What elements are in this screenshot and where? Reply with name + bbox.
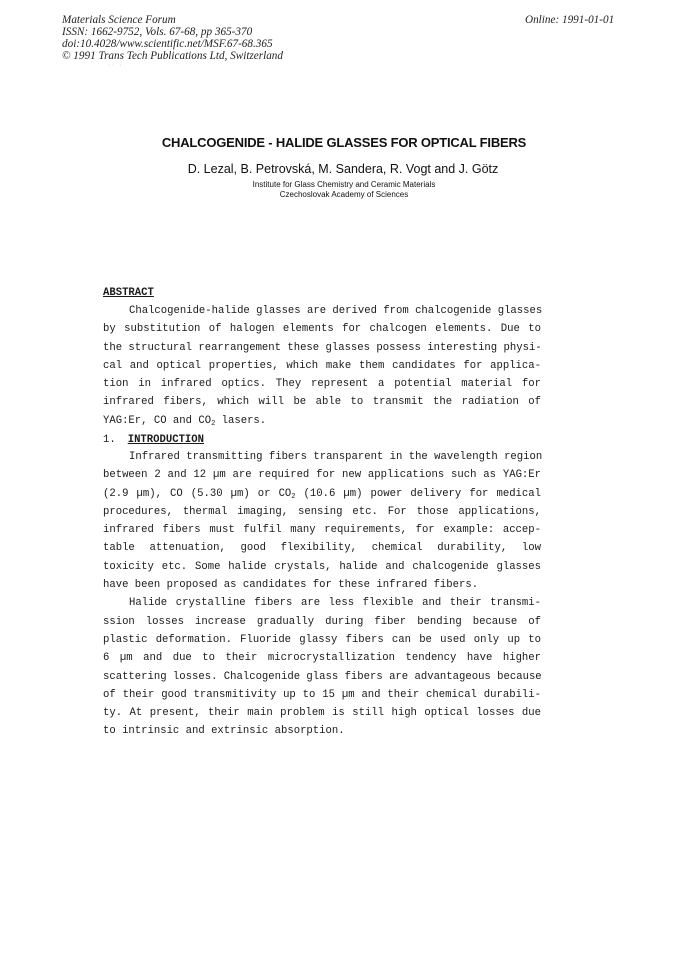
online-date: Online: 1991-01-01: [525, 14, 615, 26]
abstract-line: Chalcogenide-halide glasses are derived from chalcogenide glasses: [129, 305, 543, 317]
paragraph-line: table attenuation, good flexibility, chemical durability, low: [103, 542, 541, 555]
paragraph-line: 6 µm and due to their microcrystallization tendency have higher: [103, 652, 541, 665]
copyright-line: © 1991 Trans Tech Publications Ltd, Switzerland: [62, 50, 283, 62]
text-run: (10.6 µm) power delivery for medical: [295, 487, 541, 500]
paragraph-line: [103, 485, 541, 503]
publisher-header: [62, 14, 283, 62]
paragraph-line: of their good transmitivity up to 15 µm and their chemical durabili-: [103, 688, 541, 701]
paragraph-line: ssion losses increase gradually during fiber bending because of: [103, 615, 541, 628]
text-run: (2.9 µm), CO (5.30 µm) or CO: [103, 487, 292, 500]
issn-line: ISSN: 1662-9752, Vols. 67-68, pp 365-370: [62, 26, 253, 38]
subscript: 2: [211, 419, 216, 428]
paragraph-line: Infrared transmitting fibers transparent in the wavelength region: [129, 451, 543, 463]
section-title: INTRODUCTION: [127, 434, 205, 446]
paragraph-line: between 2 and 12 µm are required for new applications such as YAG:Er: [103, 469, 541, 482]
paragraph-line: to intrinsic and extrinsic absorption.: [103, 725, 345, 738]
paragraph-line: ty. At present, their main problem is still high optical losses due: [103, 707, 541, 720]
affiliation-institute: Institute for Glass Chemistry and Ceramic Materials: [252, 180, 436, 189]
abstract-line: the structural rearrangement these glasses possess interesting physi-: [103, 341, 542, 354]
journal-name: Materials Science Forum: [62, 14, 176, 26]
introduction-heading: [103, 434, 204, 446]
section-number: 1.: [103, 434, 116, 446]
abstract-body: [103, 302, 541, 430]
abstract-line: by substitution of halogen elements for chalcogen elements. Due to: [103, 323, 541, 336]
paper-title: CHALCOGENIDE - HALIDE GLASSES FOR OPTICAL FIBERS: [161, 135, 527, 150]
paragraph-line: plastic deformation. Fluoride glassy fibers can be used only up to: [103, 633, 541, 646]
paragraph-line: infrared fibers must fulfil many requirements, for example: accep-: [103, 524, 541, 537]
text-run: lasers.: [215, 414, 267, 427]
paragraph-line: toxicity etc. Some halide crystals, halide and chalcogenide glasses: [103, 560, 541, 573]
affiliation-academy: Czechoslovak Academy of Sciences: [279, 190, 409, 199]
paragraph-line: procedures, thermal imaging, sensing etc. For those applications,: [103, 505, 541, 518]
introduction-body: [103, 448, 541, 741]
text-run: YAG:Er, CO and CO: [103, 414, 212, 427]
scan-artifact: ·· ·: [108, 63, 124, 69]
paragraph-line: Halide crystalline fibers are less flexible and their transmi-: [129, 597, 541, 610]
abstract-line: tion in infrared optics. They represent a potential material for: [103, 378, 541, 391]
abstract-heading: ABSTRACT: [103, 287, 154, 299]
abstract-line: cal and optical properties, which make them candidates for applica-: [103, 359, 541, 372]
abstract-line: infrared fibers, which will be able to transmit the radiation of: [103, 396, 541, 409]
paper-authors: D. Lezal, B. Petrovská, M. Sandera, R. Vogt and J. Götz: [187, 162, 499, 176]
doi-line: doi:10.4028/www.scientific.net/MSF.67-68.365: [62, 38, 273, 50]
abstract-line-last: [103, 412, 541, 430]
paragraph-line: scattering losses. Chalcogenide glass fibers are advantageous because: [103, 670, 542, 683]
paragraph-line: have been proposed as candidates for these infrared fibers.: [103, 579, 479, 592]
subscript: 2: [291, 492, 296, 501]
